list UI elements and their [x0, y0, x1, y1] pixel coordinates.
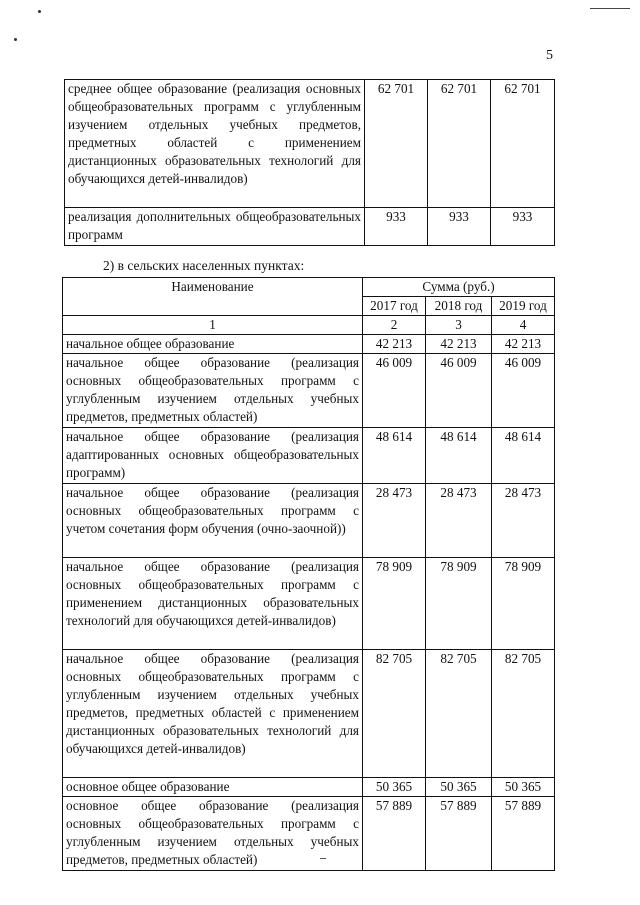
scan-speck: [14, 38, 17, 41]
table-row: [63, 650, 555, 778]
table-row: [63, 335, 555, 354]
budget-table-continued: [64, 79, 555, 246]
table-row: [63, 797, 555, 871]
row-name: начальное общее образование (реализация основных общеобразовательных программ с применением дистанционных образовательных технологий для обучающихся детей-инвалидов): [63, 558, 363, 650]
value-2019: 57 889: [492, 797, 555, 871]
row-name: начальное общее образование: [63, 335, 363, 354]
scan-speck: [38, 10, 41, 13]
column-header-name: Наименование: [63, 278, 363, 316]
value-2019: 82 705: [492, 650, 555, 778]
header-row: [63, 278, 555, 297]
row-name: среднее общее образование (реализация основных общеобразовательных программ с углубленным изучением отдельных учебных предметов, предметных областей с применением дистанционных образовательных технологий для обучающихся детей-инвалидов): [65, 80, 365, 208]
value-2017: 42 213: [363, 335, 426, 354]
value-2018: 933: [428, 208, 491, 246]
table-row: [63, 558, 555, 650]
scan-mark: [320, 858, 326, 859]
value-2018: 48 614: [426, 428, 492, 484]
table-row: [63, 484, 555, 558]
row-name: основное общее образование: [63, 778, 363, 797]
row-name: начальное общее образование (реализация адаптированных основных общеобразовательных программ): [63, 428, 363, 484]
value-2019: 28 473: [492, 484, 555, 558]
value-2018: 78 909: [426, 558, 492, 650]
value-2019: 48 614: [492, 428, 555, 484]
value-2019: 933: [491, 208, 555, 246]
value-2018: 50 365: [426, 778, 492, 797]
column-number: 3: [426, 316, 492, 335]
scan-mark: [590, 8, 630, 9]
value-2017: 933: [365, 208, 428, 246]
table-row: [65, 80, 555, 208]
value-2017: 46 009: [363, 354, 426, 428]
page-number: 5: [546, 48, 553, 63]
value-2017: 78 909: [363, 558, 426, 650]
column-header-2019: 2019 год: [492, 297, 555, 316]
value-2017: 28 473: [363, 484, 426, 558]
value-2019: 62 701: [491, 80, 555, 208]
table-row: [63, 778, 555, 797]
value-2017: 62 701: [365, 80, 428, 208]
value-2017: 82 705: [363, 650, 426, 778]
value-2017: 57 889: [363, 797, 426, 871]
value-2018: 82 705: [426, 650, 492, 778]
column-number: 2: [363, 316, 426, 335]
value-2018: 28 473: [426, 484, 492, 558]
row-name: реализация дополнительных общеобразовательных программ: [65, 208, 365, 246]
header-row-numbers: [63, 316, 555, 335]
value-2018: 46 009: [426, 354, 492, 428]
row-name: начальное общее образование (реализация основных общеобразовательных программ с учетом сочетания форм обучения (очно-заочной)): [63, 484, 363, 558]
column-number: 4: [492, 316, 555, 335]
column-header-sum: Сумма (руб.): [363, 278, 555, 297]
column-number: 1: [63, 316, 363, 335]
section-caption: 2) в сельских населенных пунктах:: [103, 258, 305, 273]
budget-table-rural: [62, 277, 555, 871]
row-name: начальное общее образование (реализация основных общеобразовательных программ с углубленным изучением отдельных учебных предметов, предметных областей): [63, 354, 363, 428]
value-2018: 57 889: [426, 797, 492, 871]
row-name: начальное общее образование (реализация основных общеобразовательных программ с углубленным изучением отдельных учебных предметов, предметных областей с применением дистанционных образовательных технологий для обучающихся детей-инвалидов): [63, 650, 363, 778]
value-2019: 50 365: [492, 778, 555, 797]
table-row: [65, 208, 555, 246]
column-header-2018: 2018 год: [426, 297, 492, 316]
value-2018: 42 213: [426, 335, 492, 354]
table-row: [63, 428, 555, 484]
value-2017: 50 365: [363, 778, 426, 797]
value-2018: 62 701: [428, 80, 491, 208]
value-2019: 42 213: [492, 335, 555, 354]
value-2019: 78 909: [492, 558, 555, 650]
value-2017: 48 614: [363, 428, 426, 484]
column-header-2017: 2017 год: [363, 297, 426, 316]
row-name: основное общее образование (реализация основных общеобразовательных программ с углубленным изучением отдельных учебных предметов, предметных областей): [63, 797, 363, 871]
value-2019: 46 009: [492, 354, 555, 428]
table-row: [63, 354, 555, 428]
